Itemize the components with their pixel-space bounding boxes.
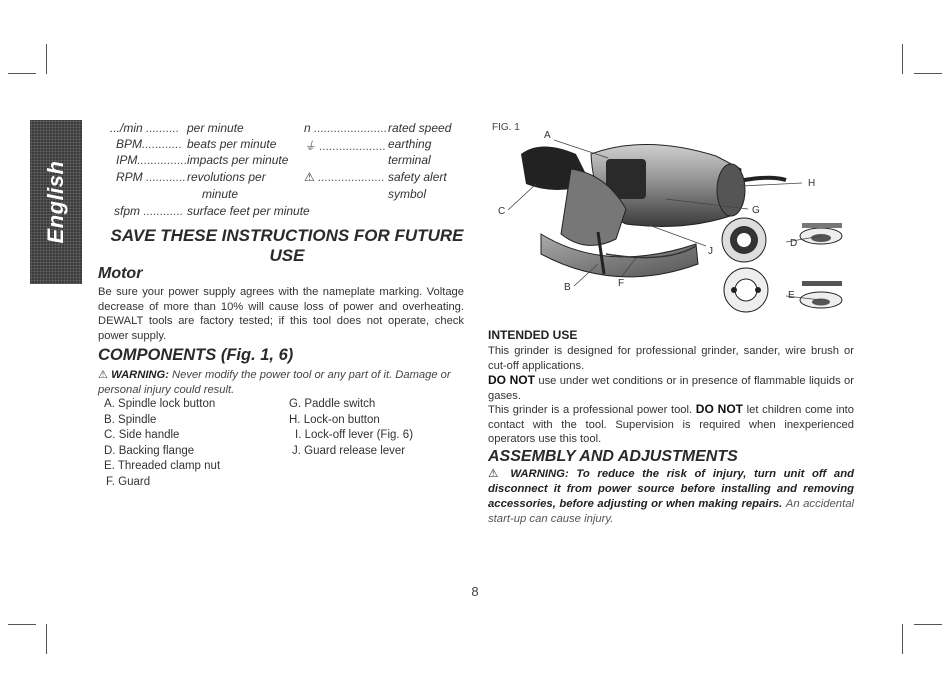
crop-mark [914, 624, 942, 625]
assembly-warning [488, 467, 854, 527]
callout-label: A [544, 130, 551, 141]
assembly-warning-tail: An accidental start-up can cause injury. [488, 498, 855, 525]
earthing-icon: ⏚ [304, 139, 317, 153]
crop-mark [8, 73, 36, 74]
crop-mark [8, 624, 36, 625]
warning-icon: ⚠ [488, 468, 503, 480]
crop-mark [902, 44, 903, 74]
abbr-meaning: per minute [187, 121, 244, 135]
abbr-meaning: beats per minute [187, 137, 277, 151]
components-list-left [104, 397, 220, 490]
components-warning [98, 368, 464, 397]
list-item: B. Spindle [104, 413, 157, 426]
intended-use-p2 [488, 373, 854, 403]
assembly-warning-bold: WARNING: To reduce the risk of injury, turn unit off and disconnect it from power source before installing and removing accessories, before adjusting or when making repairs. [488, 468, 854, 510]
assembly-heading: ASSEMBLY AND ADJUSTMENTS [488, 448, 738, 465]
list-item: C. Side handle [104, 429, 180, 441]
callout-label: F [618, 278, 625, 289]
intended-use-heading: INTENDED USE [488, 328, 578, 342]
abbr-term: BPM [116, 137, 143, 151]
do-not-label: DO NOT [488, 373, 535, 387]
intended-use-p3-b: let children come into contact with the tool. Supervision is required when inexperienced operators use this tool. [488, 404, 855, 446]
list-item: A. Spindle lock button [104, 398, 216, 410]
components-heading: COMPONENTS (Fig. 1, 6) [98, 346, 294, 364]
list-item: I. Lock-off lever (Fig. 6) [295, 429, 414, 441]
crop-mark [46, 624, 47, 654]
abbr-term: n [304, 121, 311, 135]
list-item: D. Backing flange [104, 444, 195, 457]
do-not-label: DO NOT [695, 402, 743, 416]
abbr-meaning-cont: symbol [388, 187, 427, 201]
abbr-term: sfpm [114, 204, 141, 218]
callout-label: E [788, 290, 795, 301]
intended-use-p1: This grinder is designed for professional grinder, sander, wire brush or cut-off applications. [488, 345, 854, 372]
callout-label: B [564, 282, 571, 293]
abbr-meaning-cont: minute [202, 187, 239, 201]
save-instructions-heading: SAVE THESE INSTRUCTIONS FOR FUTURE USE [110, 226, 464, 265]
callout-label: G [752, 205, 760, 216]
callout-label: D [790, 238, 798, 249]
list-item: E. Threaded clamp nut [104, 460, 221, 472]
abbr-meaning: revolutions per [187, 170, 266, 184]
grinder-illustration [486, 114, 864, 330]
abbr-term: RPM [116, 170, 143, 184]
abbr-meaning: rated speed [388, 121, 452, 135]
list-item: H. Lock-on button [289, 413, 380, 426]
intended-use-p2-text: use under wet conditions or in presence of flammable liquids or gases. [488, 375, 855, 402]
abbr-meaning: impacts per minute [187, 153, 289, 167]
language-tab-label: English [43, 160, 68, 244]
list-item: G. Paddle switch [289, 398, 376, 410]
figure-1 [486, 114, 864, 330]
abbr-meaning: surface feet per minute [187, 204, 310, 218]
warning-label: WARNING: [111, 369, 169, 381]
components-list-right [289, 397, 413, 459]
abbr-term: IPM [116, 153, 138, 167]
abbreviations-left: .../min .......... per minute BPM............ beats per minute IPM............... impacts per minute RPM ............ revolutions per minute sfpm ............ surface feet per minute [110, 121, 310, 218]
callout-label: H [808, 178, 816, 189]
crop-mark [46, 44, 47, 74]
list-item: F. Guard [106, 475, 151, 488]
intended-use-p3 [488, 402, 854, 447]
crop-mark [902, 624, 903, 654]
crop-mark [914, 73, 942, 74]
intended-use-p3-a: This grinder is a professional power tool. [488, 404, 693, 416]
motor-heading: Motor [98, 265, 143, 282]
motor-body: Be sure your power supply agrees with the nameplate marking. Voltage decrease of more than 10% will cause loss of power and overheating. DEWALT tools are factory tested; if this tool does not operate, check power supply. [98, 286, 464, 342]
page-number: 8 [471, 584, 479, 599]
abbr-meaning: earthing [388, 137, 432, 151]
warning-text: Never modify the power tool or any part of it. Damage or personal injury could result. [98, 369, 451, 396]
warning-icon: ⚠ [98, 369, 109, 381]
abbr-meaning: safety alert [388, 170, 447, 184]
abbr-meaning-cont: terminal [388, 153, 431, 167]
list-item: J. Guard release lever [292, 444, 406, 457]
abbreviations-right: n ...................... rated speed ⏚ .................... earthing terminal ⚠ .................... safety alert symbol [304, 121, 452, 201]
safety-alert-icon: ⚠ [304, 170, 315, 184]
abbr-term: .../min [110, 121, 143, 135]
callout-label: J [708, 246, 713, 257]
callout-label: C [498, 206, 506, 217]
language-tab [30, 120, 82, 284]
figure-label: FIG. 1 [492, 122, 520, 133]
